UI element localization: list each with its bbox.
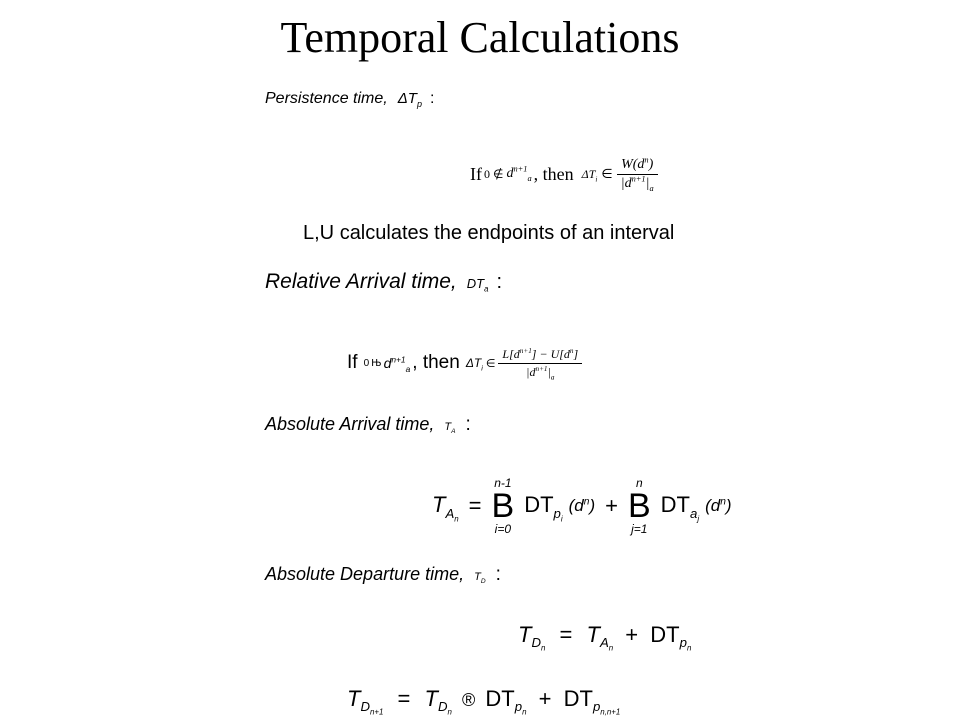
aa-term1: $DT_{p_i}$ (524, 492, 563, 524)
ad2-lhs: $T_{D_{n+1}}$ (347, 686, 384, 718)
aa-term1-arg: $(d^n)$ (568, 496, 596, 515)
ad1-dt: $DT_{p_n}$ (650, 622, 692, 654)
aa-plus: + (605, 493, 618, 518)
ad2-dt1: $DT_{p_n}$ (485, 686, 527, 718)
absolute-arrival-heading-row (265, 414, 471, 436)
persistence-heading-row (265, 90, 434, 108)
persistence-then: , then (533, 163, 574, 184)
persistence-numerator: $W(d^n)$ (617, 157, 658, 175)
note-symbol: L,U (303, 222, 335, 244)
relative-var: $d^{n+1}_a$ (383, 354, 411, 374)
persistence-delta: $\Delta T_i$ (581, 166, 598, 183)
absolute-departure-heading: Absolute Departure time, (265, 564, 465, 584)
persistence-equation (470, 152, 658, 196)
aa-lhs: $T_{A_n}$ (432, 492, 459, 524)
relative-fraction (498, 347, 582, 380)
absolute-arrival-equation (432, 474, 732, 538)
persistence-zero: 0 (484, 166, 490, 181)
persistence-var: $d^{n+1}_a$ (506, 164, 532, 183)
relative-delta: $\Delta T_i$ (465, 356, 483, 373)
relative-if: If (347, 352, 358, 373)
relative-heading-row (265, 270, 502, 294)
relative-numerator: $L[d^{n+1}] - U[d^n]$ (498, 347, 582, 364)
persistence-if: If (470, 163, 482, 184)
absolute-departure-colon: : (495, 564, 501, 585)
ad2-op-icon: ® (462, 690, 476, 710)
relative-heading: Relative Arrival time, (265, 270, 457, 293)
persistence-notin: ∉ (493, 167, 504, 181)
absolute-departure-symbol: $T_D$ (474, 571, 486, 586)
ad1-t: $T_{A_n}$ (586, 622, 614, 654)
relative-then: , then (412, 352, 460, 373)
relative-denominator: $|d^{n+1}|_a$ (526, 364, 555, 381)
ad2-equals: = (397, 686, 411, 711)
ad2-dt2: $DT_{p_{n,n+1}}$ (563, 686, 621, 718)
ad1-plus: + (625, 622, 639, 647)
departure-equation-1 (518, 622, 692, 654)
relative-equation (347, 338, 582, 388)
relative-in: ∈ (485, 356, 496, 370)
absolute-arrival-symbol: $T_A$ (444, 421, 456, 436)
aa-term2: $DT_{a_j}$ (660, 492, 700, 524)
absolute-departure-heading-row (265, 564, 501, 586)
persistence-symbol: $\Delta T_p$ (397, 90, 422, 109)
departure-equation-2 (347, 686, 621, 718)
relative-element: Њ (371, 357, 382, 369)
aa-sum1: n-1 B i=0 (491, 476, 515, 536)
relative-colon: : (496, 271, 503, 293)
persistence-fraction (617, 154, 658, 193)
slide-title: Temporal Calculations (280, 13, 680, 62)
persistence-denominator: $|d^{n+1}|_a$ (620, 173, 654, 193)
persistence-heading: Persistence time, (265, 90, 388, 107)
absolute-arrival-colon: : (465, 414, 471, 435)
endpoint-note (303, 222, 674, 245)
relative-symbol: $DT_a$ (466, 276, 489, 294)
aa-sum2: n B j=1 (627, 476, 651, 536)
note-text: calculates the endpoints of an interval (339, 222, 675, 244)
aa-equals: = (468, 493, 482, 518)
ad1-equals: = (559, 622, 573, 647)
ad2-t: $T_{D_n}$ (424, 686, 452, 718)
absolute-arrival-heading: Absolute Arrival time, (265, 414, 435, 434)
persistence-colon: : (429, 90, 435, 107)
ad2-plus: + (538, 686, 552, 711)
relative-zero: 0 (363, 357, 370, 369)
ad1-lhs: $T_{D_n}$ (518, 622, 546, 654)
persistence-in: ∈ (601, 166, 613, 182)
aa-term2-arg: $(d^n)$ (705, 496, 732, 515)
